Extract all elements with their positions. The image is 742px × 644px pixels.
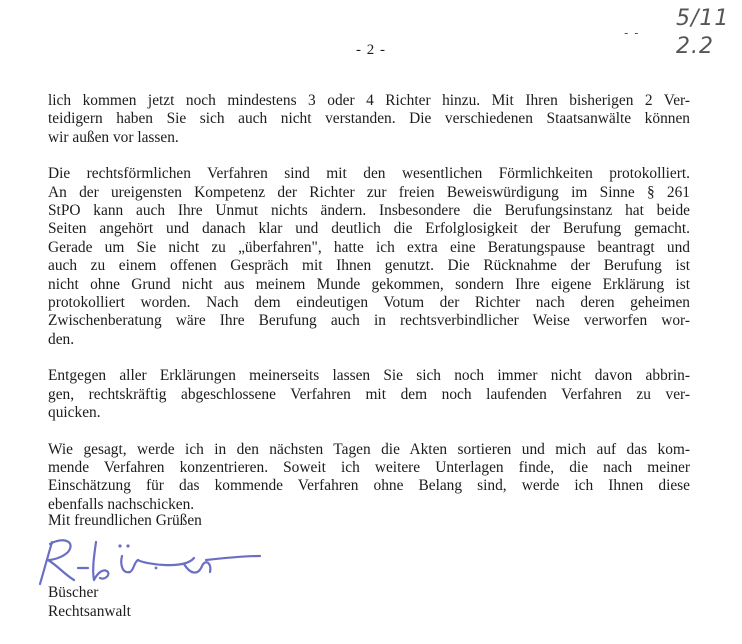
handwritten-note-line1: 5/11 [676, 6, 730, 31]
text-line: Entgegen aller Erklärungen meinerseits lassen Sie sich noch immer nicht davon abbrin- [48, 367, 690, 385]
paragraph [48, 367, 690, 422]
text-line: Einschätzung für das kommende Verfahren ohne Belang sind, werde ich Ihnen diese [48, 477, 690, 495]
text-line: wir außen vor lassen. [48, 128, 179, 146]
text-line: StPO kann auch Ihre Unmut nichts ändern. Insbesondere die Berufungsinstanz hat beide [48, 202, 690, 220]
letter-body [48, 92, 690, 532]
text-line: Wie gesagt, werde ich in den nächsten Tagen die Akten sortieren und mich auf das kom- [48, 440, 690, 458]
text-line: lich kommen jetzt noch mindestens 3 oder 4 Richter hinzu. Mit Ihren bisherigen 2 Ver- [48, 92, 690, 109]
text-line: ebenfalls nachschicken. [48, 495, 195, 513]
page-number: - 2 - [356, 42, 386, 58]
text-line: auch zu einem offenen Gespräch mit Ihnen genutzt. Die Rücknahme der Berufung ist [48, 257, 690, 275]
handwritten-dash: - - [624, 26, 640, 40]
text-line: quicken. [48, 404, 101, 422]
text-line: nicht ohne Grund nicht aus meinem Munde gekommen, sondern Ihre eigene Erklärung ist [48, 275, 690, 293]
text-line: Seiten angehört und danach klar und deutlich die Erfolglosigkeit der Berufung gemacht. [48, 220, 690, 238]
paragraph [48, 441, 690, 515]
text-line: An der ureigensten Kompetenz der Richter zur freien Beweiswürdigung im Sinne § 261 [48, 183, 690, 201]
text-line: Zwischenberatung wäre Ihre Berufung auch in rechtsverbindlicher Weise verworfen wor- [48, 312, 690, 330]
closing-greeting: Mit freundlichen Grüßen [48, 512, 202, 529]
paragraph [48, 165, 690, 349]
signer-title: Rechtsanwalt [48, 603, 131, 620]
text-line: gen, rechtskräftig abgeschlossene Verfahren mit dem noch laufenden Verfahren zu ver- [48, 385, 690, 403]
handwritten-signature [34, 534, 264, 590]
text-line: protokolliert worden. Nach dem eindeutigen Votum der Richter nach deren geheimen [48, 294, 690, 312]
text-line: Gerade um Sie nicht zu „überfahren", hatte ich extra eine Beratungspause beantragt und [48, 238, 690, 256]
text-line: teidigern haben Sie sich auch nicht verstanden. Die verschiedenen Staatsanwälte können [48, 110, 690, 128]
text-line: den. [48, 330, 75, 348]
paragraph [48, 92, 690, 147]
text-line: mende Verfahren konzentrieren. Soweit ich weitere Unterlagen finde, die nach meiner [48, 458, 690, 476]
signer-name: Büscher [48, 584, 99, 601]
handwritten-note-line2: 2.2 [676, 34, 714, 59]
text-line: Die rechtsförmlichen Verfahren sind mit den wesentlichen Förmlichkeiten protokolliert. [48, 165, 690, 183]
